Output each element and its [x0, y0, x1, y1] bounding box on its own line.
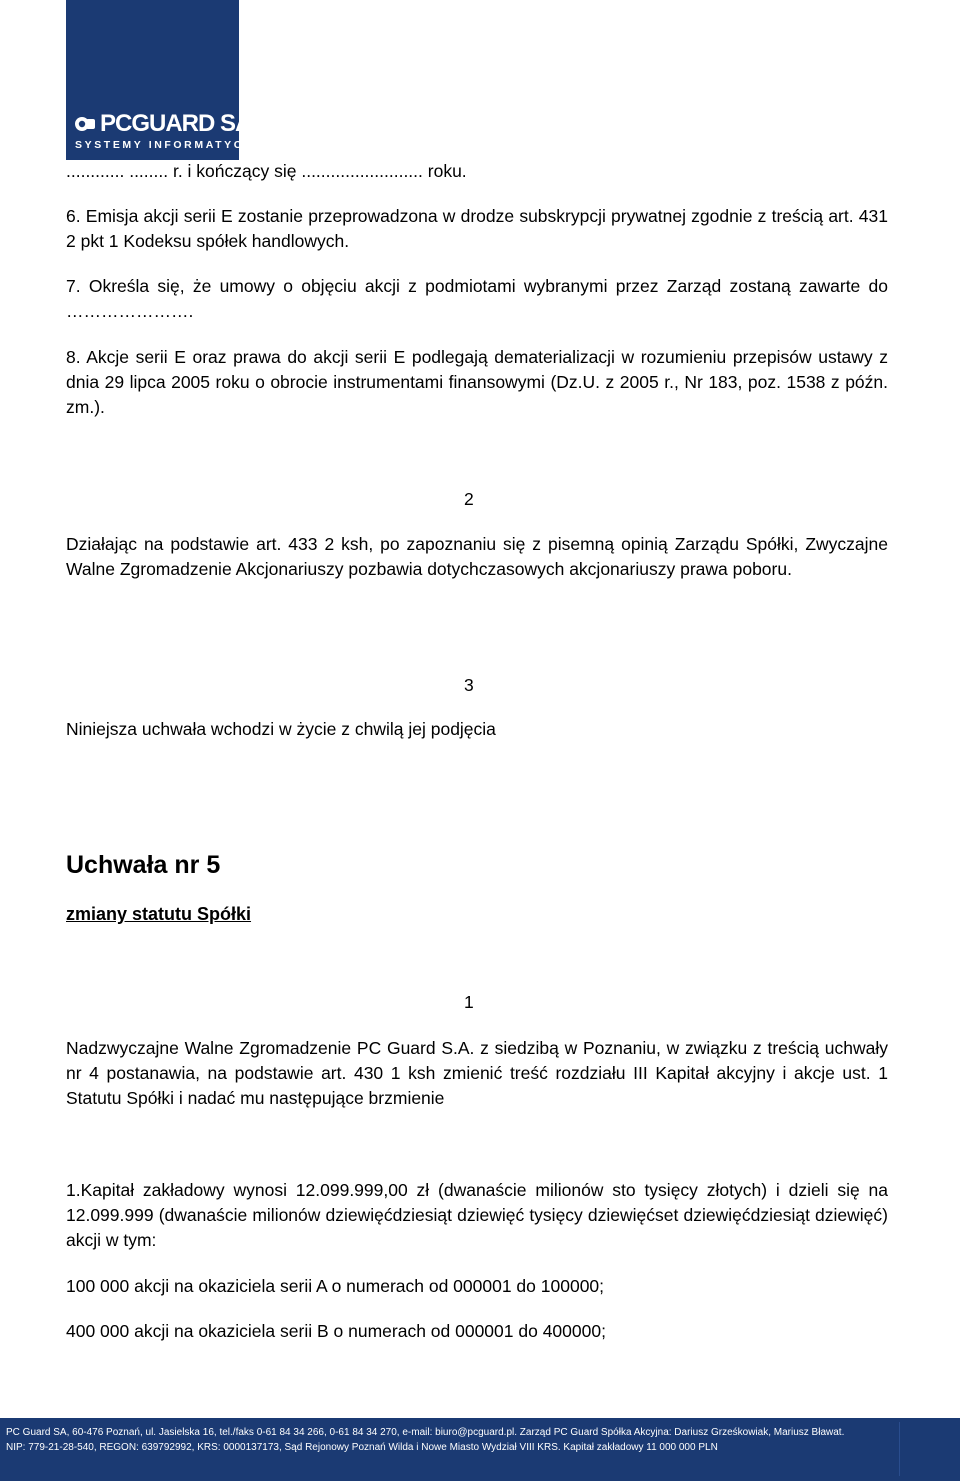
footer-line-2: NIP: 779-21-28-540, REGON: 639792992, KRS: 0000137173, Sąd Rejonowy Poznań Wilda i Nowe Miasto Wydział VIII KRS. Kapitał zakładowy 11 000 000 PLN [6, 1442, 718, 1453]
item-7: 7. Określa się, że umowy o objęciu akcji z podmiotami wybranymi przez Zarząd zostaną zawarte do …………………. [66, 276, 888, 321]
continuation-line: ............ ........ r. i kończący się ......................... roku. [66, 161, 467, 181]
resolution-subheading: zmiany statutu Spółki [66, 904, 252, 924]
item-8: 8. Akcje serii E oraz prawa do akcji serii E podlegają dematerializacji w rozumieniu przepisów ustawy z dnia 29 lipca 2005 roku o obrocie instrumentami finansowymi (Dz.U. z 2005 r., Nr 183, poz. 1538 z późn. zm.). [66, 347, 888, 417]
page-footer [0, 1418, 960, 1481]
logo-mark-icon [74, 116, 96, 132]
footer-corner-block [899, 1422, 954, 1476]
logo-name: PCGUARD SA [100, 110, 252, 137]
paragraph-1-text: Nadzwyczajne Walne Zgromadzenie PC Guard S.A. z siedzibą w Poznaniu, w związku z treścią uchwały nr 4 postanawia, na podstawie art. 430 1 ksh zmienić treść rozdziału III Kapitał akcyjny i akcje ust. 1 Statutu Spółki i nadać mu następujące brzmienie [66, 1038, 888, 1108]
paragraph-2-sign: 2 [464, 489, 474, 509]
resolution-heading: Uchwała nr 5 [66, 851, 221, 879]
paragraph-1-sign: 1 [464, 992, 474, 1012]
footer-line-1: PC Guard SA, 60-476 Poznań, ul. Jasielska 16, tel./faks 0-61 84 34 266, 0-61 84 34 270, e-mail: biuro@pcguard.pl. Zarząd PC Guard Spółka Akcyjna: Dariusz Grześkowiak, Mariusz Bławat. [6, 1427, 845, 1438]
logo-subtitle: SYSTEMY INFORMATYCZNE [75, 139, 273, 151]
series-b-line: 400 000 akcji na okaziciela serii B o numerach od 000001 do 400000; [66, 1321, 606, 1341]
share-capital-text: 1.Kapitał zakładowy wynosi 12.099.999,00 zł (dwanaście milionów sto tysięcy złotych) i dzieli się na 12.099.999 (dwanaście milionów dziewięćdziesiąt dziewięć tysięcy dziewięćset dziewięćdziesiąt dziewięć) akcji w tym: [66, 1180, 888, 1250]
item-6: 6. Emisja akcji serii E zostanie przeprowadzona w drodze subskrypcji prywatnej zgodnie z treścią art. 431 2 pkt 1 Kodeksu spółek handlowych. [66, 206, 888, 251]
company-logo [66, 0, 273, 160]
paragraph-2-text: Działając na podstawie art. 433 2 ksh, po zapoznaniu się z pisemną opinią Zarządu Spółki, Zwyczajne Walne Zgromadzenie Akcjonariuszy pozbawia dotychczasowych akcjonariuszy prawa poboru. [66, 534, 888, 579]
paragraph-3-text: Niniejsza uchwała wchodzi w życie z chwilą jej podjęcia [66, 719, 496, 739]
series-a-line: 100 000 akcji na okaziciela serii A o numerach od 000001 do 100000; [66, 1276, 605, 1296]
paragraph-3-sign: 3 [464, 675, 474, 695]
